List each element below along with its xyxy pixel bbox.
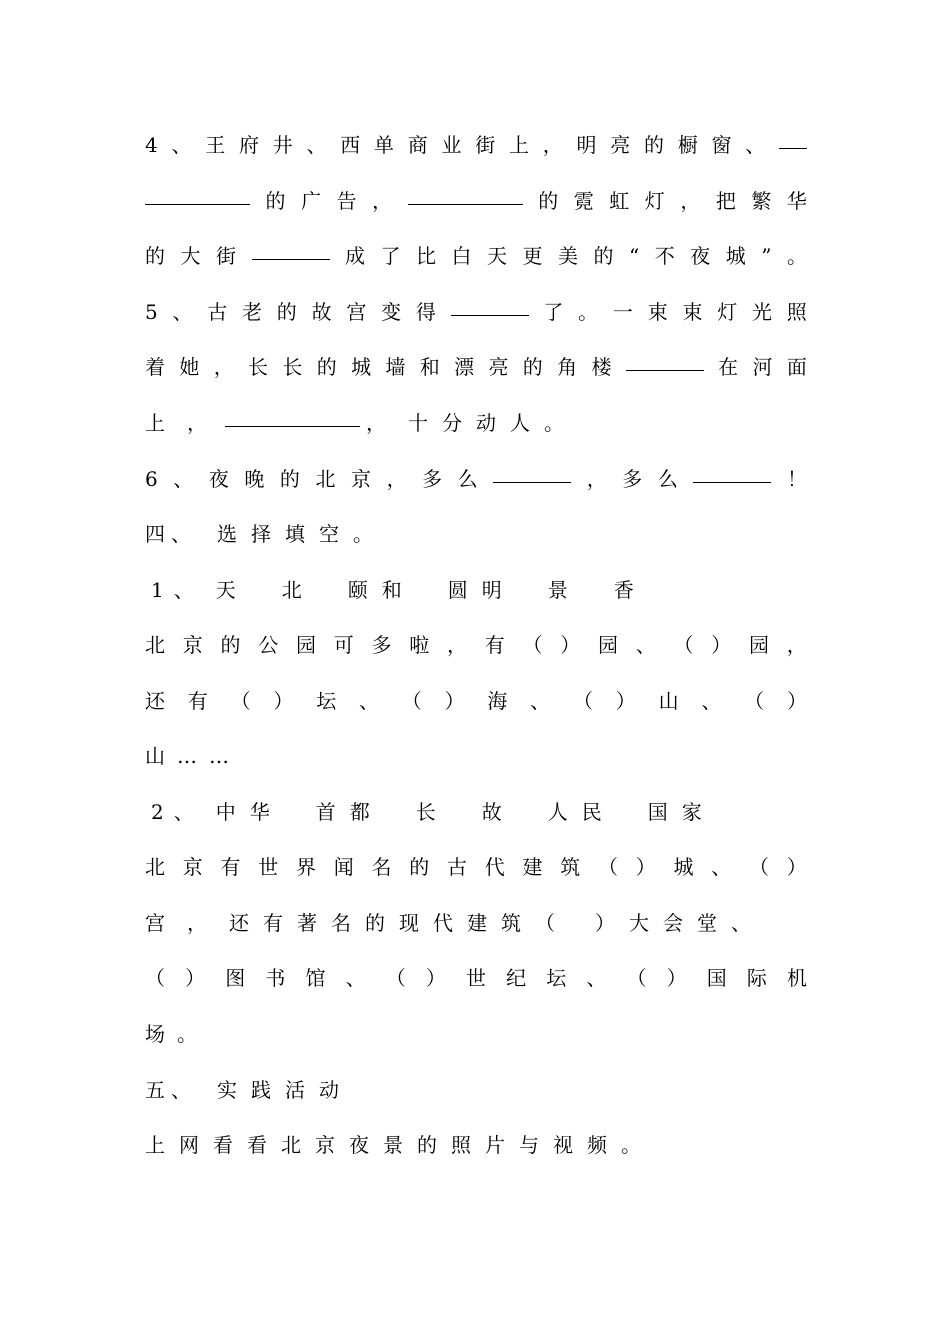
section-5-body xyxy=(145,1129,656,1161)
char: 啦 xyxy=(409,633,430,657)
fill-blank[interactable] xyxy=(252,245,330,260)
section-4-title xyxy=(145,518,388,550)
char: 城 xyxy=(351,355,372,379)
char: 、 xyxy=(358,689,379,713)
q2-line-1 xyxy=(145,851,807,883)
option-word: 长 xyxy=(415,800,436,824)
char: 有 xyxy=(263,911,283,935)
char: 有 xyxy=(484,633,505,657)
char: 宫 xyxy=(145,911,165,935)
q6-line xyxy=(145,463,807,495)
char: 五 xyxy=(145,1078,165,1102)
char: 著 xyxy=(297,911,317,935)
char: ， xyxy=(447,633,467,657)
char: 、 xyxy=(172,300,193,324)
option-word: 人 xyxy=(547,800,568,824)
char: 多 xyxy=(371,633,392,657)
ellipsis: … xyxy=(177,744,197,768)
char: 视 xyxy=(553,1133,573,1157)
char: 界 xyxy=(296,855,316,879)
paren-open: （ xyxy=(744,689,765,713)
char: 选 xyxy=(217,522,237,546)
char: 堂 xyxy=(697,911,717,935)
char: 。 xyxy=(578,300,599,324)
char: 1 xyxy=(151,578,164,602)
char: 片 xyxy=(485,1133,505,1157)
char: 束 xyxy=(682,300,703,324)
fill-blank[interactable] xyxy=(225,412,360,427)
paren-close: ） xyxy=(560,633,581,657)
option-word: 华 xyxy=(249,800,270,824)
paren-close: ） xyxy=(786,855,807,879)
q1-line-2 xyxy=(145,685,807,717)
char: 的 xyxy=(220,633,241,657)
char: 河 xyxy=(752,355,773,379)
char: 、 xyxy=(173,467,194,491)
char: 、 xyxy=(173,578,194,602)
char: 、 xyxy=(701,689,722,713)
char: 楼 xyxy=(591,355,612,379)
char: 、 xyxy=(711,855,732,879)
char: “ xyxy=(629,244,640,268)
char: 告 xyxy=(336,189,357,213)
char: 山 xyxy=(658,689,679,713)
char: ， xyxy=(366,411,386,435)
char: 馆 xyxy=(305,966,326,990)
char: 有 xyxy=(220,855,241,879)
fill-blank[interactable] xyxy=(145,190,250,205)
char: 了 xyxy=(543,300,564,324)
char: 么 xyxy=(657,467,678,491)
char: 街 xyxy=(216,244,236,268)
char: 美 xyxy=(558,244,578,268)
char: 京 xyxy=(182,633,203,657)
char: 2 xyxy=(151,800,164,824)
char: 长 xyxy=(248,355,269,379)
q5-line-2 xyxy=(145,351,807,383)
q4-line-3 xyxy=(145,240,807,272)
char: 山 xyxy=(145,744,165,768)
char: 霓 xyxy=(573,189,594,213)
char: 的 xyxy=(365,911,385,935)
paren-open: （ xyxy=(673,633,694,657)
char: 填 xyxy=(285,522,305,546)
char: 亮 xyxy=(610,133,631,157)
paren-open: （ xyxy=(385,966,406,990)
ellipsis: … xyxy=(209,744,229,768)
char: 。 xyxy=(786,244,807,268)
option-word: 北 xyxy=(281,578,302,602)
char: 白 xyxy=(451,244,472,268)
char: 。 xyxy=(621,1133,641,1157)
char: 。 xyxy=(544,411,564,435)
char: 践 xyxy=(251,1078,271,1102)
char: 名 xyxy=(331,911,351,935)
char: 的 xyxy=(265,189,286,213)
q2-line-2 xyxy=(145,907,766,939)
char: 还 xyxy=(145,689,165,713)
paren-close: ） xyxy=(444,689,465,713)
char: 华 xyxy=(786,189,807,213)
char: 长 xyxy=(282,355,303,379)
option-word: 颐 xyxy=(347,578,368,602)
char: 街 xyxy=(475,133,496,157)
option-word: 圆 xyxy=(447,578,468,602)
option-word: 首 xyxy=(315,800,336,824)
char: 老 xyxy=(242,300,263,324)
char: 把 xyxy=(715,189,736,213)
char: 更 xyxy=(522,244,543,268)
q2-line-4 xyxy=(145,1018,212,1050)
char: 的 xyxy=(409,855,430,879)
char: 上 xyxy=(145,411,165,435)
char: 城 xyxy=(673,855,694,879)
char: 的 xyxy=(593,244,614,268)
option-word: 故 xyxy=(481,800,502,824)
paren-close: ） xyxy=(666,966,687,990)
q1-line-1 xyxy=(145,629,807,661)
char: 与 xyxy=(519,1133,539,1157)
paren-close: ） xyxy=(635,855,656,879)
char: 的 xyxy=(145,244,165,268)
char: 、 xyxy=(530,689,551,713)
char: 园 xyxy=(598,633,618,657)
char: 照 xyxy=(786,300,807,324)
char: ， xyxy=(542,133,563,157)
char: 城 xyxy=(725,244,746,268)
char: 亮 xyxy=(488,355,509,379)
char: 多 xyxy=(422,467,443,491)
option-word: 明 xyxy=(481,578,502,602)
char: 大 xyxy=(180,244,201,268)
char: 成 xyxy=(345,244,365,268)
char: 、 xyxy=(345,966,366,990)
char: 。 xyxy=(353,522,373,546)
char: 建 xyxy=(467,911,487,935)
char: 活 xyxy=(285,1078,305,1102)
char: 4 xyxy=(145,133,158,157)
char: 世 xyxy=(466,966,486,990)
char: 人 xyxy=(510,411,530,435)
paren-close: ） xyxy=(185,966,206,990)
paren-close: ） xyxy=(786,689,807,713)
char: 动 xyxy=(476,411,496,435)
char: ” xyxy=(761,244,772,268)
char: 、 xyxy=(745,133,766,157)
char: 的 xyxy=(643,133,664,157)
char: 的 xyxy=(279,467,300,491)
char: 京 xyxy=(351,467,372,491)
char: 多 xyxy=(622,467,643,491)
char: 了 xyxy=(380,244,401,268)
char: ， xyxy=(187,411,207,435)
option-word: 中 xyxy=(215,800,236,824)
fill-blank[interactable] xyxy=(451,301,529,316)
paren-open: （ xyxy=(401,689,422,713)
paren-close: ） xyxy=(615,689,636,713)
char: 园 xyxy=(749,633,769,657)
char: 漂 xyxy=(454,355,475,379)
char: 看 xyxy=(213,1133,233,1157)
paren-open: （ xyxy=(535,911,555,935)
char: 筑 xyxy=(560,855,581,879)
paren-close: ） xyxy=(711,633,732,657)
char: 的 xyxy=(417,1133,437,1157)
char: 不 xyxy=(654,244,675,268)
char: ， xyxy=(786,633,807,657)
char: 古 xyxy=(207,300,228,324)
char: 夜 xyxy=(208,467,229,491)
paren-open: （ xyxy=(572,689,593,713)
char: 北 xyxy=(145,633,165,657)
char: 广 xyxy=(301,189,322,213)
paren-open: （ xyxy=(145,966,165,990)
q4-line-1 xyxy=(145,129,807,161)
paren-close: ） xyxy=(595,911,615,935)
char: 灯 xyxy=(644,189,665,213)
char: ， xyxy=(372,189,393,213)
char: 夜 xyxy=(349,1133,369,1157)
paren-open: （ xyxy=(626,966,647,990)
char: 、 xyxy=(586,966,607,990)
char: 、 xyxy=(173,800,194,824)
char: 坛 xyxy=(316,689,337,713)
option-word: 国 xyxy=(647,800,668,824)
option-word: 家 xyxy=(681,800,702,824)
char: 大 xyxy=(629,911,649,935)
char: 光 xyxy=(751,300,772,324)
char: 世 xyxy=(258,855,279,879)
char: ， xyxy=(213,355,234,379)
char: 书 xyxy=(265,966,286,990)
char: 坛 xyxy=(546,966,567,990)
char: 着 xyxy=(145,355,165,379)
char: 商 xyxy=(407,133,428,157)
char: 她 xyxy=(179,355,200,379)
char: 一 xyxy=(612,300,633,324)
char: 照 xyxy=(451,1133,471,1157)
q2-line-3 xyxy=(145,962,807,994)
char: 窗 xyxy=(711,133,732,157)
char: 京 xyxy=(182,855,203,879)
paren-open: （ xyxy=(749,855,769,879)
option-word: 民 xyxy=(581,800,602,824)
char: 面 xyxy=(786,355,807,379)
char: 上 xyxy=(508,133,529,157)
char: 的 xyxy=(522,355,543,379)
char: 、 xyxy=(635,633,656,657)
char: 海 xyxy=(487,689,508,713)
char: 繁 xyxy=(751,189,772,213)
char: 、 xyxy=(171,133,192,157)
char: 西 xyxy=(340,133,361,157)
paren-open: （ xyxy=(230,689,251,713)
option-word: 都 xyxy=(349,800,370,824)
char: 北 xyxy=(315,467,336,491)
char: 场 xyxy=(145,1022,165,1046)
char: 5 xyxy=(145,300,158,324)
fill-blank[interactable] xyxy=(626,356,704,371)
char: 么 xyxy=(457,467,478,491)
paren-open: （ xyxy=(522,633,543,657)
q4-line-2 xyxy=(145,185,807,217)
char: 6 xyxy=(145,467,158,491)
char: 天 xyxy=(487,244,507,268)
char: ， xyxy=(680,189,701,213)
char: 京 xyxy=(315,1133,335,1157)
char: 故 xyxy=(311,300,332,324)
char: 筑 xyxy=(501,911,521,935)
char: 纪 xyxy=(506,966,527,990)
char: 景 xyxy=(383,1133,403,1157)
section-5-title xyxy=(145,1074,354,1106)
fill-blank[interactable] xyxy=(408,190,523,205)
paren-open: （ xyxy=(598,855,618,879)
char: 十 xyxy=(408,411,428,435)
paren-close: ） xyxy=(273,689,294,713)
char: 府 xyxy=(238,133,259,157)
q5-line-1 xyxy=(145,296,807,328)
char: 明 xyxy=(576,133,597,157)
char: 古 xyxy=(447,855,467,879)
char: 虹 xyxy=(609,189,630,213)
char: 分 xyxy=(442,411,462,435)
char: 在 xyxy=(718,355,739,379)
char: 业 xyxy=(441,133,462,157)
char: 橱 xyxy=(677,133,698,157)
char: 晚 xyxy=(244,467,265,491)
char: 动 xyxy=(319,1078,339,1102)
fill-blank[interactable] xyxy=(779,134,807,149)
char: 和 xyxy=(419,355,440,379)
char: ， xyxy=(386,467,407,491)
char: 公 xyxy=(258,633,279,657)
char: 比 xyxy=(416,244,436,268)
q5-line-3 xyxy=(145,407,579,439)
char: ， xyxy=(187,911,207,935)
char: 会 xyxy=(663,911,683,935)
char: 宫 xyxy=(346,300,367,324)
char: 频 xyxy=(587,1133,607,1157)
char: 的 xyxy=(276,300,297,324)
char: 北 xyxy=(145,855,165,879)
char: 看 xyxy=(247,1133,267,1157)
char: 还 xyxy=(229,911,249,935)
char: 北 xyxy=(281,1133,301,1157)
char: 单 xyxy=(373,133,394,157)
char: 机 xyxy=(787,966,807,990)
char: 际 xyxy=(746,966,767,990)
char: 实 xyxy=(217,1078,237,1102)
char: 国 xyxy=(706,966,727,990)
char: 建 xyxy=(522,855,543,879)
option-word: 景 xyxy=(547,578,568,602)
char: 的 xyxy=(316,355,337,379)
char: 、 xyxy=(171,522,191,546)
char: 得 xyxy=(415,300,436,324)
char: 变 xyxy=(381,300,402,324)
char: ， xyxy=(586,467,607,491)
char: 角 xyxy=(557,355,578,379)
char: ！ xyxy=(786,467,807,491)
option-word: 香 xyxy=(613,578,634,602)
char: 网 xyxy=(179,1133,199,1157)
char: 名 xyxy=(371,855,392,879)
char: 束 xyxy=(647,300,668,324)
char: 闻 xyxy=(333,855,354,879)
fill-blank[interactable] xyxy=(693,468,771,483)
char: 现 xyxy=(399,911,419,935)
char: 择 xyxy=(251,522,271,546)
char: 夜 xyxy=(690,244,711,268)
char: 的 xyxy=(538,189,559,213)
char: 上 xyxy=(145,1133,165,1157)
fill-blank[interactable] xyxy=(493,468,571,483)
char: 井 xyxy=(272,133,293,157)
char: 图 xyxy=(225,966,246,990)
char: 、 xyxy=(731,911,751,935)
char: 王 xyxy=(205,133,226,157)
q1-line-3 xyxy=(145,740,244,772)
option-word: 天 xyxy=(215,578,236,602)
char: 墙 xyxy=(385,355,406,379)
char: 空 xyxy=(319,522,339,546)
char: 、 xyxy=(306,133,327,157)
char: 有 xyxy=(187,689,208,713)
option-word: 和 xyxy=(381,578,402,602)
paren-close: ） xyxy=(425,966,446,990)
char: 四 xyxy=(145,522,165,546)
char: 园 xyxy=(296,633,316,657)
char: 。 xyxy=(177,1022,197,1046)
q2-options xyxy=(145,796,717,828)
q1-options xyxy=(145,574,649,606)
char: 代 xyxy=(484,855,505,879)
char: 代 xyxy=(433,911,453,935)
char: 、 xyxy=(171,1078,191,1102)
char: 灯 xyxy=(717,300,738,324)
char: 可 xyxy=(333,633,354,657)
